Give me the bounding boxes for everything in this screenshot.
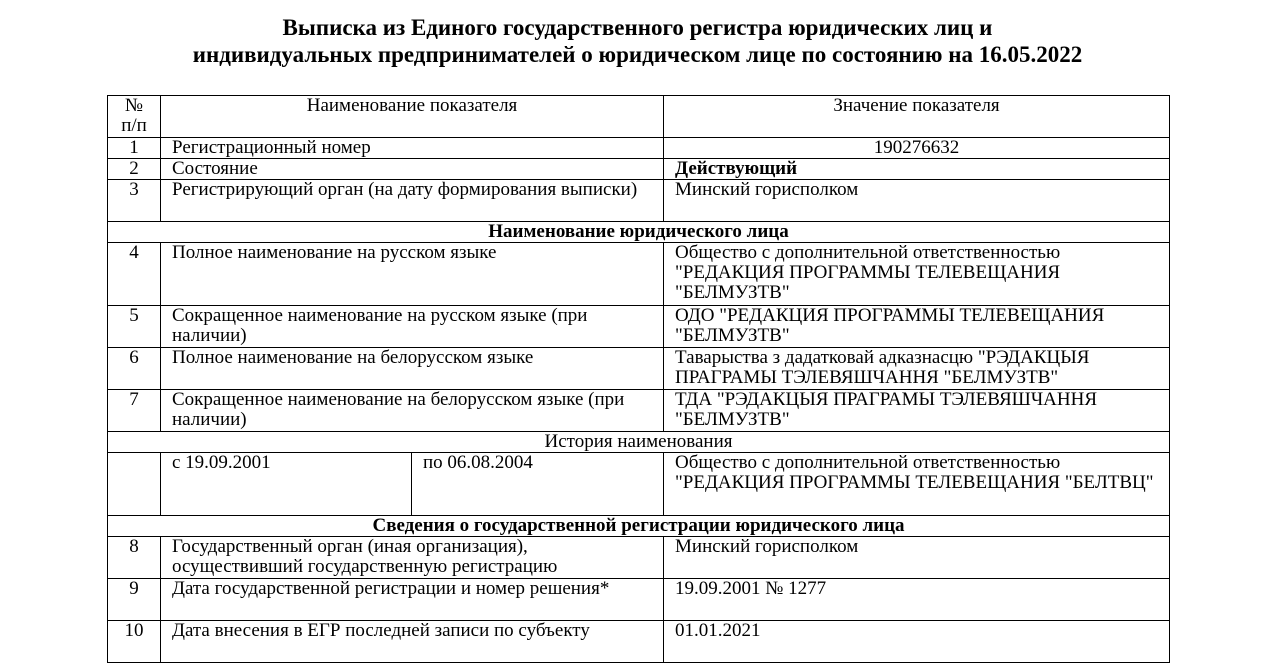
row-number: 10 xyxy=(108,621,161,663)
registry-extract-table xyxy=(107,95,1170,663)
row-label: Дата внесения в ЕГР последней записи по субъекту xyxy=(161,621,664,663)
row-number: 6 xyxy=(108,348,161,390)
table-row xyxy=(108,159,1170,180)
section-header-row xyxy=(108,222,1170,243)
row-value: ТДА "РЭДАКЦЫЯ ПРАГРАМЫ ТЭЛЕВЯШЧАННЯ "БЕЛМУЗТВ" xyxy=(664,390,1170,432)
row-number: 9 xyxy=(108,579,161,621)
history-date-to: по 06.08.2004 xyxy=(412,453,664,516)
row-number: 5 xyxy=(108,306,161,348)
section-name-heading: Наименование юридического лица xyxy=(108,222,1170,243)
document-title-line-2: индивидуальных предпринимателей о юридическом лице по состоянию на 16.05.2022 xyxy=(192,42,1083,67)
row-value: Общество с дополнительной ответственностью "РЕДАКЦИЯ ПРОГРАММЫ ТЕЛЕВЕЩАНИЯ "БЕЛМУЗТВ" xyxy=(664,243,1170,306)
subsection-header-row xyxy=(108,432,1170,453)
history-date-from: с 19.09.2001 xyxy=(161,453,412,516)
row-value: Минский горисполком xyxy=(664,180,1170,222)
row-label: Регистрирующий орган (на дату формирования выписки) xyxy=(161,180,664,222)
row-label: Сокращенное наименование на русском языке (при наличии) xyxy=(161,306,664,348)
section-registration-heading: Сведения о государственной регистрации юридического лица xyxy=(108,516,1170,537)
document-title xyxy=(0,14,1275,68)
table-header-row xyxy=(108,96,1170,138)
table-row xyxy=(108,180,1170,222)
row-label: Дата государственной регистрации и номер решения* xyxy=(161,579,664,621)
table-row xyxy=(108,243,1170,306)
row-label: Полное наименование на русском языке xyxy=(161,243,664,306)
row-value: ОДО "РЕДАКЦИЯ ПРОГРАММЫ ТЕЛЕВЕЩАНИЯ "БЕЛМУЗТВ" xyxy=(664,306,1170,348)
table-row xyxy=(108,537,1170,579)
row-number: 7 xyxy=(108,390,161,432)
section-history-heading: История наименования xyxy=(108,432,1170,453)
document-title-line-1: Выписка из Единого государственного регистра юридических лиц и xyxy=(282,15,993,40)
row-value-status: Действующий xyxy=(664,159,1170,180)
header-number-cell xyxy=(108,96,161,138)
header-number-sign: № xyxy=(124,95,144,116)
table-row xyxy=(108,390,1170,432)
row-number: 8 xyxy=(108,537,161,579)
row-label: Сокращенное наименование на белорусском языке (при наличии) xyxy=(161,390,664,432)
row-number: 2 xyxy=(108,159,161,180)
row-value: Таварыства з дадатковай адказнасцю "РЭДАКЦЫЯ ПРАГРАМЫ ТЭЛЕВЯШЧАННЯ "БЕЛМУЗТВ" xyxy=(664,348,1170,390)
table-row xyxy=(108,348,1170,390)
header-indicator-cell: Наименование показателя xyxy=(161,96,664,138)
row-value: Минский горисполком xyxy=(664,537,1170,579)
table-row xyxy=(108,621,1170,663)
row-label: Регистрационный номер xyxy=(161,138,664,159)
table-row xyxy=(108,579,1170,621)
row-number: 3 xyxy=(108,180,161,222)
section-header-row xyxy=(108,516,1170,537)
row-number: 4 xyxy=(108,243,161,306)
row-number: 1 xyxy=(108,138,161,159)
table-row xyxy=(108,306,1170,348)
history-number-cell xyxy=(108,453,161,516)
row-value: 19.09.2001 № 1277 xyxy=(664,579,1170,621)
row-label: Состояние xyxy=(161,159,664,180)
row-label: Полное наименование на белорусском языке xyxy=(161,348,664,390)
row-label: Государственный орган (иная организация), осуществивший государственную регистрацию xyxy=(161,537,664,579)
table-row xyxy=(108,138,1170,159)
history-row xyxy=(108,453,1170,516)
history-name-value: Общество с дополнительной ответственностью "РЕДАКЦИЯ ПРОГРАММЫ ТЕЛЕВЕЩАНИЯ "БЕЛТВЦ" xyxy=(664,453,1170,516)
row-value: 190276632 xyxy=(664,138,1170,159)
header-number-abbrev: п/п xyxy=(121,115,147,136)
header-value-cell: Значение показателя xyxy=(664,96,1170,138)
row-value: 01.01.2021 xyxy=(664,621,1170,663)
